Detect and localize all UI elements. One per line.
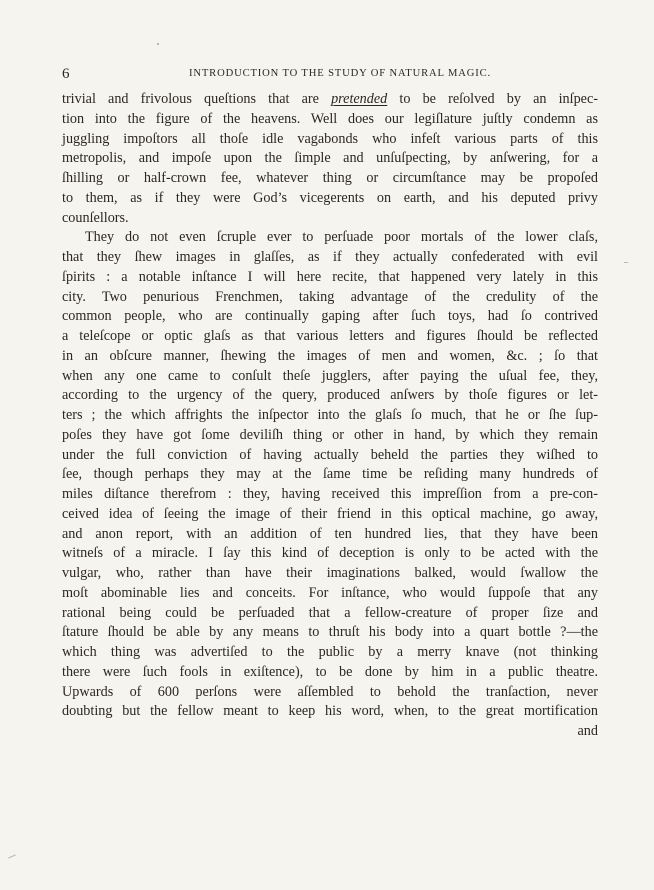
text-line: under the full conviction of having actually beheld the parties they wiſhed to bbox=[62, 446, 598, 463]
ink-speck bbox=[157, 43, 159, 45]
text-line: poſes they have got ſome deviliſh thing or other in hand, by which they remain bbox=[62, 426, 598, 443]
text-line: juggling impoſtors all thoſe idle vagabonds who infeſt various parts of this bbox=[62, 130, 598, 147]
text-line: ſtature ſhould be able by any means to thruſt his body into a quart bottle ?—the bbox=[62, 624, 598, 641]
text-line: which thing was advertiſed to the public by a merry knave (not thinking bbox=[62, 644, 598, 660]
text-line: miles diſtance therefrom : they, having received this impreſſion from a pre-con- bbox=[62, 486, 598, 502]
page-number: 6 bbox=[62, 66, 70, 82]
text-line: ters ; the which affrights the inſpector into the glaſs ſo much, that he or ſhe ſup- bbox=[62, 407, 598, 423]
text-line bbox=[62, 90, 598, 110]
text-segment: trivial and frivolous queſtions that are bbox=[62, 91, 332, 107]
text-line: common people, who are continually gaping after ſuch toys, had ſo contrived bbox=[62, 308, 598, 325]
text-line: rational being could be perſuaded that a fellow-creature of proper ſize and bbox=[62, 604, 598, 621]
text-line: city. Two penurious Frenchmen, taking advantage of the credulity of the bbox=[62, 288, 598, 305]
text-line: vulgar, who, rather than have their imaginations balked, would ſwallow the bbox=[62, 565, 598, 581]
page-header bbox=[62, 64, 600, 84]
text-line: and anon report, with an addition of ten hundred lies, that they have been bbox=[62, 525, 598, 542]
running-head: INTRODUCTION TO THE STUDY OF NATURAL MAGIC. bbox=[188, 68, 492, 79]
text-line: according to the urgency of the query, produced anſwers by thoſe figures or let- bbox=[62, 387, 598, 404]
text-line: metropolis, and impoſe upon the ſimple and unſuſpecting, by anſwering, for a bbox=[62, 150, 598, 167]
text-line: counſellors. bbox=[62, 209, 129, 226]
text-line: a teleſcope or optic glaſs as that various letters and figures ſhould be reflected bbox=[62, 328, 598, 344]
margin-mark bbox=[624, 262, 628, 263]
text-line: when any one came to conſult theſe jugglers, after paying the uſual fee, they, bbox=[62, 367, 598, 384]
text-line: ſee, though perhaps they may at the ſame time be reſiding many hundreds of bbox=[62, 466, 598, 483]
text-line: witneſs of a miracle. I ſay this kind of deception is only to be acted with the bbox=[62, 545, 598, 562]
text-line: tion into the figure of the heavens. Well does our legiſlature juſtly condemn as bbox=[62, 110, 598, 127]
catchword: and bbox=[577, 723, 598, 739]
text-line: ſhilling or half-crown fee, whatever thing or circumſtance may be propoſed bbox=[62, 170, 598, 186]
margin-mark bbox=[8, 854, 16, 858]
text-line: that they ſhew images in glaſſes, as if they actually confederated with evil bbox=[62, 249, 598, 265]
text-segment: to be reſolved by an inſpec- bbox=[387, 91, 598, 107]
text-line: Upwards of 600 perſons were aſſembled to behold the tranſaction, never bbox=[62, 683, 598, 700]
text-line: ſpirits : a notable inſtance I will here recite, that happened very lately in this bbox=[62, 268, 598, 285]
text-line: moſt abominable lies and conceits. For inſtance, who would ſuppoſe that any bbox=[62, 584, 598, 601]
text-line: to them, as if they were God’s vicegerents on earth, and his deputed privy bbox=[62, 189, 598, 206]
text-line: They do not even ſcruple ever to perſuade poor mortals of the lower claſs, bbox=[85, 229, 598, 246]
text-line: ceived idea of ſeeing the image of their friend in this optical machine, go away, bbox=[62, 505, 598, 522]
text-line: there were ſuch fools in exiſtence), to be done by him in a public theatre. bbox=[62, 663, 598, 680]
emphasized-word: pretended bbox=[331, 91, 388, 107]
text-line: doubting but the fellow meant to keep his word, when, to the great mortification bbox=[62, 703, 598, 720]
text-line: in an obſcure manner, ſhewing the images of men and women, &c. ; ſo that bbox=[62, 347, 598, 364]
body-text bbox=[62, 90, 598, 742]
